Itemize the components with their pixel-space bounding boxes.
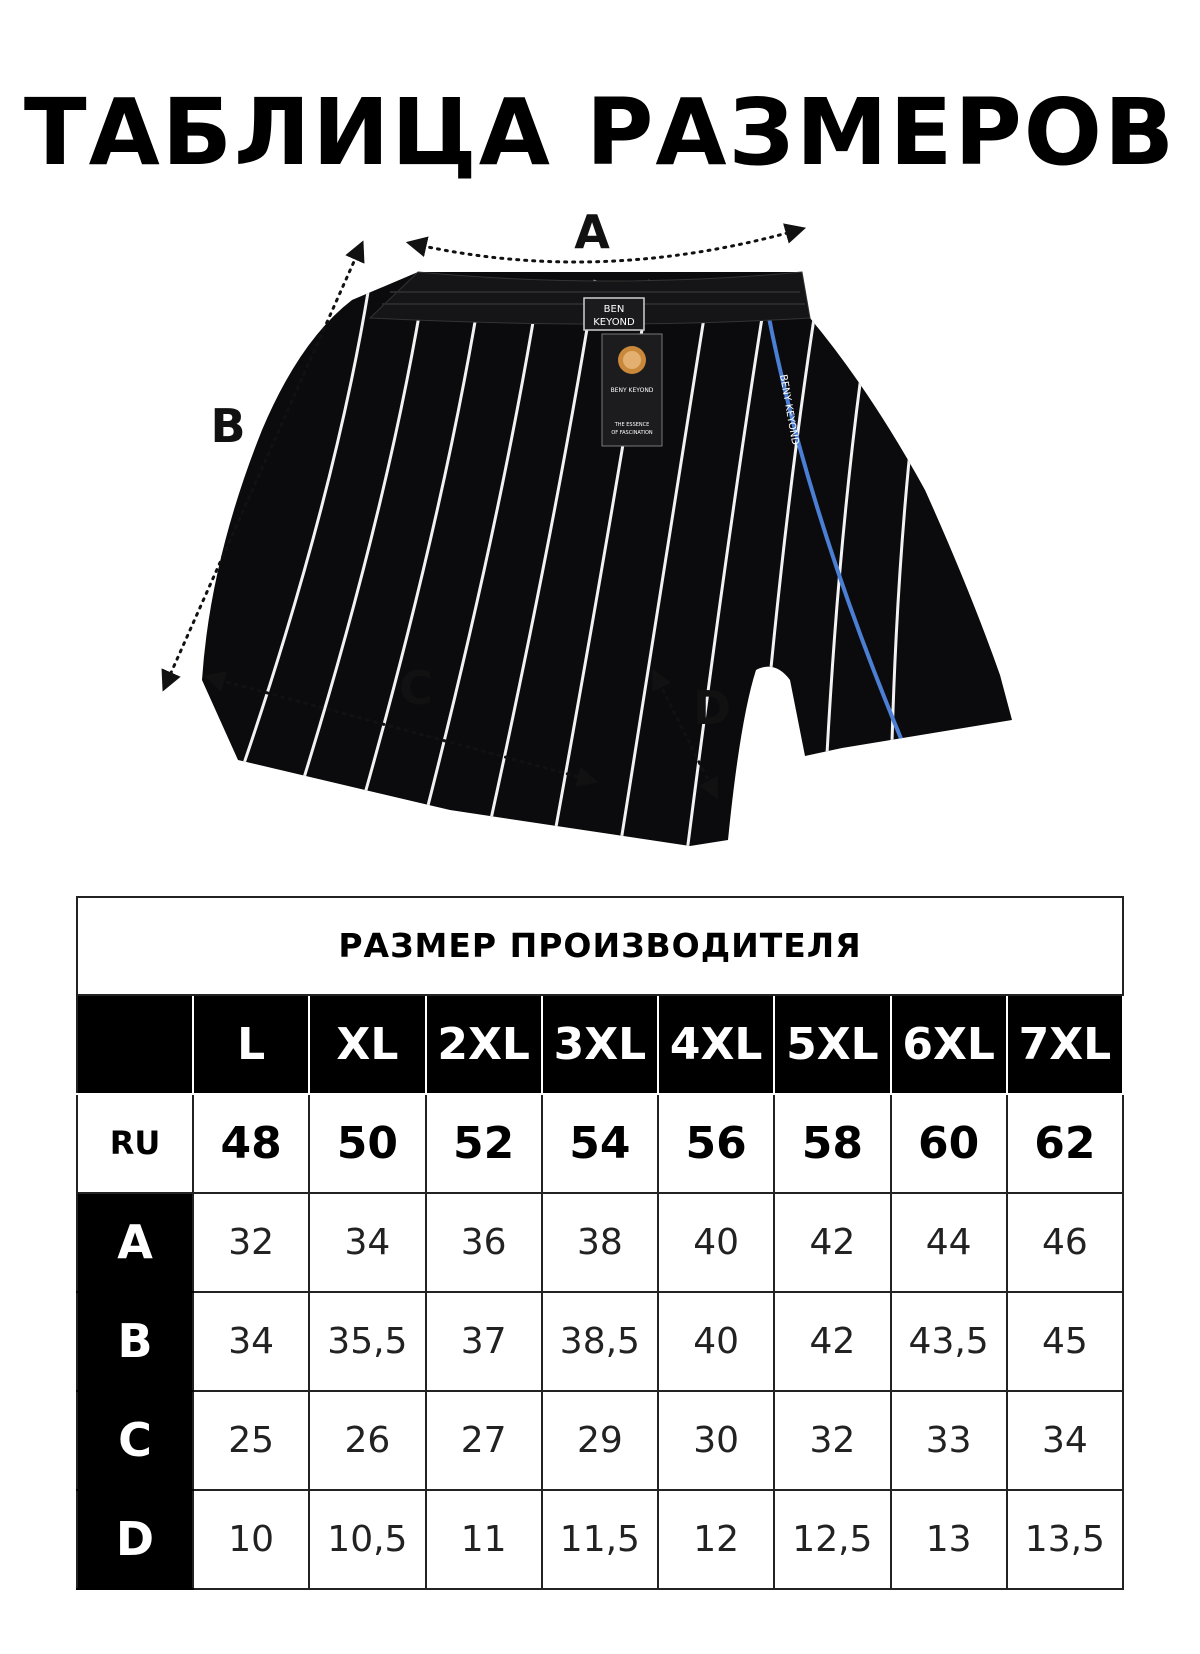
measure-cell: 40 xyxy=(658,1292,774,1391)
measure-row-b xyxy=(77,1292,1123,1391)
ru-size-cell: 50 xyxy=(309,1094,425,1193)
size-header-5xl: 5XL xyxy=(774,995,890,1094)
measure-row-a xyxy=(77,1193,1123,1292)
measure-cell: 36 xyxy=(426,1193,542,1292)
dimension-label-c: C xyxy=(399,661,433,715)
size-header-xl: XL xyxy=(309,995,425,1094)
ru-size-cell: 48 xyxy=(193,1094,309,1193)
logo-line-1: BEN xyxy=(603,304,625,315)
measure-cell: 30 xyxy=(658,1391,774,1490)
header-corner-cell xyxy=(77,995,193,1094)
page-title: ТАБЛИЦА РАЗМЕРОВ xyxy=(23,79,1177,186)
measure-cell: 12 xyxy=(658,1490,774,1589)
measure-cell: 10 xyxy=(193,1490,309,1589)
measure-cell: 11 xyxy=(426,1490,542,1589)
measure-cell: 42 xyxy=(774,1193,890,1292)
measure-cell: 34 xyxy=(309,1193,425,1292)
measure-cell: 13 xyxy=(891,1490,1007,1589)
table-caption: РАЗМЕР ПРОИЗВОДИТЕЛЯ xyxy=(77,897,1123,995)
size-table xyxy=(76,896,1124,1590)
size-header-row xyxy=(77,995,1123,1094)
size-header-2xl: 2XL xyxy=(426,995,542,1094)
shorts-illustration xyxy=(150,200,1050,890)
measure-cell: 38,5 xyxy=(542,1292,658,1391)
measure-cell: 45 xyxy=(1007,1292,1123,1391)
measure-cell: 32 xyxy=(774,1391,890,1490)
measure-cell: 27 xyxy=(426,1391,542,1490)
measure-cell: 12,5 xyxy=(774,1490,890,1589)
measure-cell: 35,5 xyxy=(309,1292,425,1391)
ru-size-cell: 54 xyxy=(542,1094,658,1193)
measure-label: A xyxy=(77,1193,193,1292)
measure-cell: 37 xyxy=(426,1292,542,1391)
ru-size-cell: 56 xyxy=(658,1094,774,1193)
measure-cell: 42 xyxy=(774,1292,890,1391)
measure-row-c xyxy=(77,1391,1123,1490)
tag-brand: BENY KEYOND xyxy=(610,387,654,394)
tag-slogan-1: THE ESSENCE xyxy=(614,422,650,428)
ru-size-cell: 62 xyxy=(1007,1094,1123,1193)
size-header-3xl: 3XL xyxy=(542,995,658,1094)
measure-label: B xyxy=(77,1292,193,1391)
tag-slogan-2: OF FASCINATION xyxy=(611,430,653,436)
measure-cell: 44 xyxy=(891,1193,1007,1292)
size-header-7xl: 7XL xyxy=(1007,995,1123,1094)
measure-cell: 10,5 xyxy=(309,1490,425,1589)
measure-cell: 11,5 xyxy=(542,1490,658,1589)
ru-label: RU xyxy=(77,1094,193,1193)
size-header-6xl: 6XL xyxy=(891,995,1007,1094)
ru-size-cell: 58 xyxy=(774,1094,890,1193)
side-print: BENY KEYOND xyxy=(777,373,801,446)
measure-cell: 46 xyxy=(1007,1193,1123,1292)
hang-tag xyxy=(602,334,662,446)
waistband-logo xyxy=(584,298,644,330)
measure-cell: 29 xyxy=(542,1391,658,1490)
dimension-label-a: A xyxy=(574,205,610,259)
measure-cell: 25 xyxy=(193,1391,309,1490)
logo-line-2: KEYOND xyxy=(593,317,635,328)
dimension-label-d: D xyxy=(692,681,732,735)
measure-cell: 26 xyxy=(309,1391,425,1490)
ru-size-cell: 60 xyxy=(891,1094,1007,1193)
ru-row xyxy=(77,1094,1123,1193)
measure-label: C xyxy=(77,1391,193,1490)
measure-cell: 38 xyxy=(542,1193,658,1292)
dimension-label-b: B xyxy=(210,399,246,453)
ru-size-cell: 52 xyxy=(426,1094,542,1193)
size-header-4xl: 4XL xyxy=(658,995,774,1094)
measure-row-d xyxy=(77,1490,1123,1589)
measure-cell: 32 xyxy=(193,1193,309,1292)
measure-cell: 13,5 xyxy=(1007,1490,1123,1589)
size-header-l: L xyxy=(193,995,309,1094)
measure-cell: 33 xyxy=(891,1391,1007,1490)
measure-cell: 34 xyxy=(1007,1391,1123,1490)
measure-cell: 34 xyxy=(193,1292,309,1391)
measure-label: D xyxy=(77,1490,193,1589)
measure-cell: 40 xyxy=(658,1193,774,1292)
measure-cell: 43,5 xyxy=(891,1292,1007,1391)
